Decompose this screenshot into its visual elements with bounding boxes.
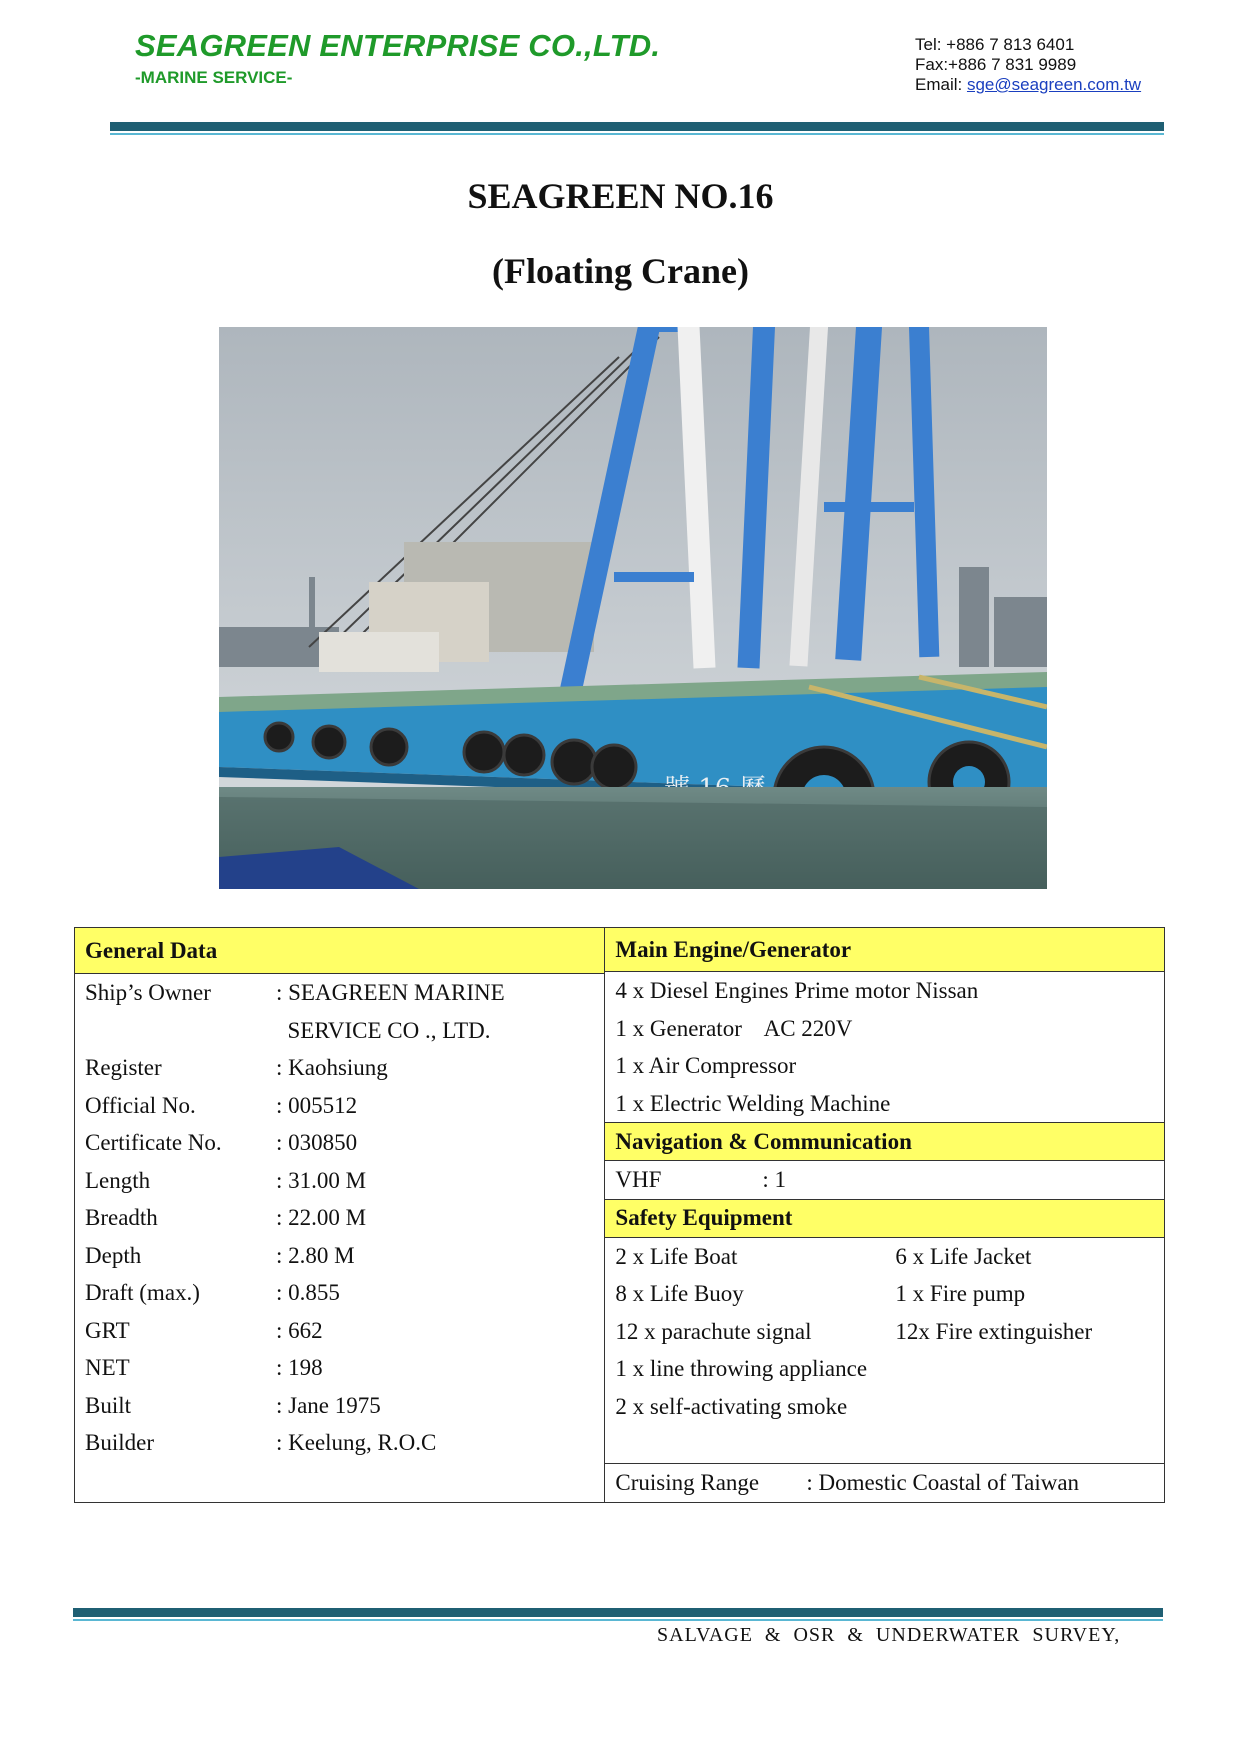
general-label: Ship’s Owner xyxy=(85,980,211,1005)
floating-crane-illustration xyxy=(219,327,1047,889)
general-label: Builder xyxy=(85,1430,154,1455)
safety-row xyxy=(615,1238,1154,1276)
company-subtitle: -MARINE SERVICE- xyxy=(135,68,293,87)
contact-email-label: Email: xyxy=(915,75,967,94)
general-row xyxy=(85,974,594,1012)
general-label: Breadth xyxy=(85,1205,158,1230)
engine-item: 1 x Electric Welding Machine xyxy=(615,1090,891,1116)
general-value: : 005512 xyxy=(276,1092,358,1118)
general-data-cell xyxy=(75,928,605,1503)
general-row xyxy=(85,1424,594,1462)
general-value: : 030850 xyxy=(276,1130,358,1155)
general-value: : Jane 1975 xyxy=(276,1392,381,1418)
engine-item: 4 x Diesel Engines Prime motor Nissan xyxy=(615,978,979,1003)
spec-table xyxy=(74,927,1165,1503)
navigation-cell xyxy=(605,1161,1165,1200)
page-title: SEAGREEN NO.16 xyxy=(467,176,774,216)
company-name: SEAGREEN ENTERPRISE CO.,LTD. xyxy=(135,28,661,63)
engine-heading: Main Engine/Generator xyxy=(605,928,1165,972)
email-link[interactable]: sge@seagreen.com.tw xyxy=(966,75,1142,94)
general-row xyxy=(85,1087,594,1125)
safety-item: 1 x Fire pump xyxy=(895,1281,1026,1306)
cruising-range-row xyxy=(615,1464,1154,1502)
vessel-photo xyxy=(219,327,1047,889)
safety-item: 12x Fire extinguisher xyxy=(895,1318,1093,1344)
navigation-heading: Navigation & Communication xyxy=(605,1123,1165,1161)
contact-email-row xyxy=(915,75,1141,95)
general-row xyxy=(85,1199,594,1237)
safety-cell xyxy=(605,1237,1165,1463)
header-divider xyxy=(110,122,1164,135)
general-row xyxy=(85,1162,594,1200)
engine-cell xyxy=(605,972,1165,1123)
footer-divider xyxy=(73,1608,1163,1621)
general-row xyxy=(85,1012,594,1050)
page-subtitle: (Floating Crane) xyxy=(492,251,749,291)
general-value: : 31.00 M xyxy=(276,1167,367,1193)
general-row xyxy=(85,1274,594,1312)
vhf-label: VHF xyxy=(615,1167,662,1192)
general-row xyxy=(85,1237,594,1275)
general-label xyxy=(85,1012,276,1050)
safety-item: 12 x parachute signal xyxy=(615,1318,812,1344)
general-label: Certificate No. xyxy=(85,1130,222,1155)
cruising-range-cell xyxy=(605,1463,1165,1502)
general-row xyxy=(85,1349,594,1387)
safety-item: 2 x self-activating smoke xyxy=(615,1393,848,1419)
contact-tel: Tel: +886 7 813 6401 xyxy=(915,35,1075,54)
general-row xyxy=(85,1312,594,1350)
general-value: : Kaohsiung xyxy=(276,1055,388,1080)
general-label: Length xyxy=(85,1167,151,1193)
general-label: Register xyxy=(85,1055,162,1080)
safety-item: 2 x Life Boat xyxy=(615,1243,738,1269)
safety-item: 1 x line throwing appliance xyxy=(615,1356,868,1381)
general-label: Depth xyxy=(85,1242,142,1268)
safety-row xyxy=(615,1275,1154,1313)
general-label: Draft (max.) xyxy=(85,1280,200,1305)
footer-services: SALVAGE & OSR & UNDERWATER SURVEY, xyxy=(657,1624,1121,1646)
general-value: : 22.00 M xyxy=(276,1205,367,1230)
safety-heading: Safety Equipment xyxy=(605,1199,1165,1237)
general-value: : 0.855 xyxy=(276,1280,340,1305)
general-value: : 198 xyxy=(276,1355,323,1380)
general-value: : 2.80 M xyxy=(276,1242,355,1268)
cruising-range-value: : Domestic Coastal of Taiwan xyxy=(806,1469,1080,1495)
general-value: : Keelung, R.O.C xyxy=(276,1430,437,1455)
safety-item: 8 x Life Buoy xyxy=(615,1281,744,1306)
contact-block xyxy=(915,35,1141,95)
general-label: NET xyxy=(85,1355,130,1380)
general-row xyxy=(85,1124,594,1162)
contact-fax: Fax:+886 7 831 9989 xyxy=(915,55,1077,74)
general-value: : SEAGREEN MARINE xyxy=(276,980,505,1005)
general-row xyxy=(85,1049,594,1087)
safety-row xyxy=(615,1388,1154,1426)
general-label: GRT xyxy=(85,1317,130,1343)
general-value: SERVICE CO ., LTD. xyxy=(276,1017,491,1043)
safety-item: 6 x Life Jacket xyxy=(895,1243,1032,1269)
general-label: Official No. xyxy=(85,1092,196,1118)
engine-item: 1 x Generator AC 220V xyxy=(615,1015,853,1041)
safety-row xyxy=(615,1313,1154,1351)
engine-item: 1 x Air Compressor xyxy=(615,1053,797,1078)
safety-row xyxy=(615,1350,1154,1388)
vhf-value: : 1 xyxy=(762,1167,787,1192)
general-data-heading: General Data xyxy=(75,928,604,974)
general-data-list xyxy=(75,974,604,1462)
general-value: : 662 xyxy=(276,1317,323,1343)
vhf-row xyxy=(615,1161,1154,1199)
cruising-range-label: Cruising Range xyxy=(615,1469,760,1495)
general-label: Built xyxy=(85,1392,132,1418)
general-row xyxy=(85,1387,594,1425)
